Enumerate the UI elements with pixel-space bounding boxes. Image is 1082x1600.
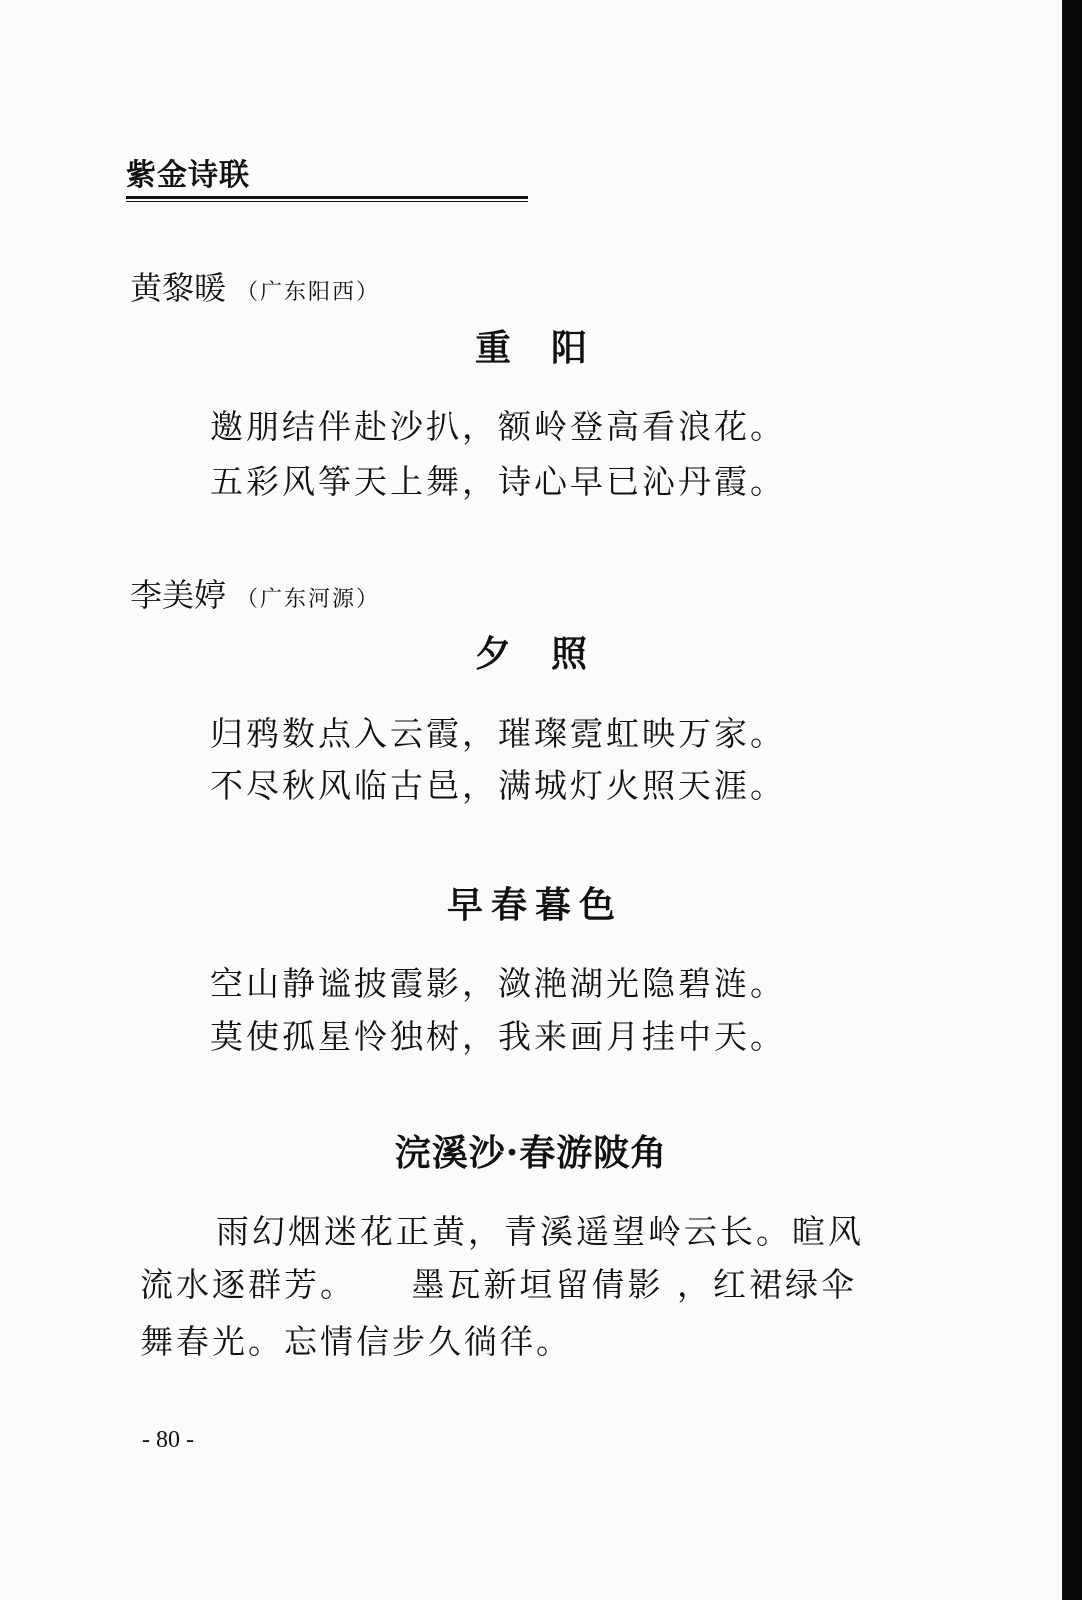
author-place: （广东河源） bbox=[236, 587, 381, 612]
author-line bbox=[130, 268, 380, 313]
scan-edge bbox=[1062, 0, 1082, 1600]
poem-line: 舞春光。忘情信步久徜徉。 bbox=[140, 1322, 572, 1361]
header-rule bbox=[126, 196, 528, 199]
header-title: 紫金诗联 bbox=[126, 158, 250, 193]
poem-title: 浣溪沙·春游陂角 bbox=[394, 1132, 668, 1174]
author-line bbox=[130, 575, 380, 620]
poem-line: 空山静谧披霞影，潋滟湖光隐碧涟。 bbox=[210, 964, 786, 1003]
poem-title: 早春暮色 bbox=[446, 884, 623, 926]
header-rule-thin bbox=[126, 201, 528, 202]
poem-line: 莫使孤星怜独树，我来画月挂中天。 bbox=[210, 1017, 786, 1056]
author-name: 黄黎暖 bbox=[130, 269, 227, 307]
running-header bbox=[126, 158, 528, 202]
author-name: 李美婷 bbox=[130, 576, 227, 614]
poem-line: 不尽秋风临古邑，满城灯火照天涯。 bbox=[210, 766, 786, 805]
poem-title: 重阳 bbox=[474, 327, 627, 369]
page-number: - 80 - bbox=[142, 1427, 194, 1453]
poem-line: 邀朋结伴赴沙扒，额岭登高看浪花。 bbox=[210, 407, 786, 446]
poem-title: 夕照 bbox=[474, 633, 627, 675]
poem-line: 五彩风筝天上舞，诗心早已沁丹霞。 bbox=[210, 462, 786, 501]
poem-line: 流水逐群芳。 墨瓦新垣留倩影 ，红裙绿伞 bbox=[140, 1265, 857, 1304]
author-place: （广东阳西） bbox=[236, 280, 381, 305]
poem-line: 归鸦数点入云霞，璀璨霓虹映万家。 bbox=[210, 714, 786, 753]
poem-line: 雨幻烟迷花正黄，青溪遥望岭云长。暄风 bbox=[216, 1212, 864, 1251]
